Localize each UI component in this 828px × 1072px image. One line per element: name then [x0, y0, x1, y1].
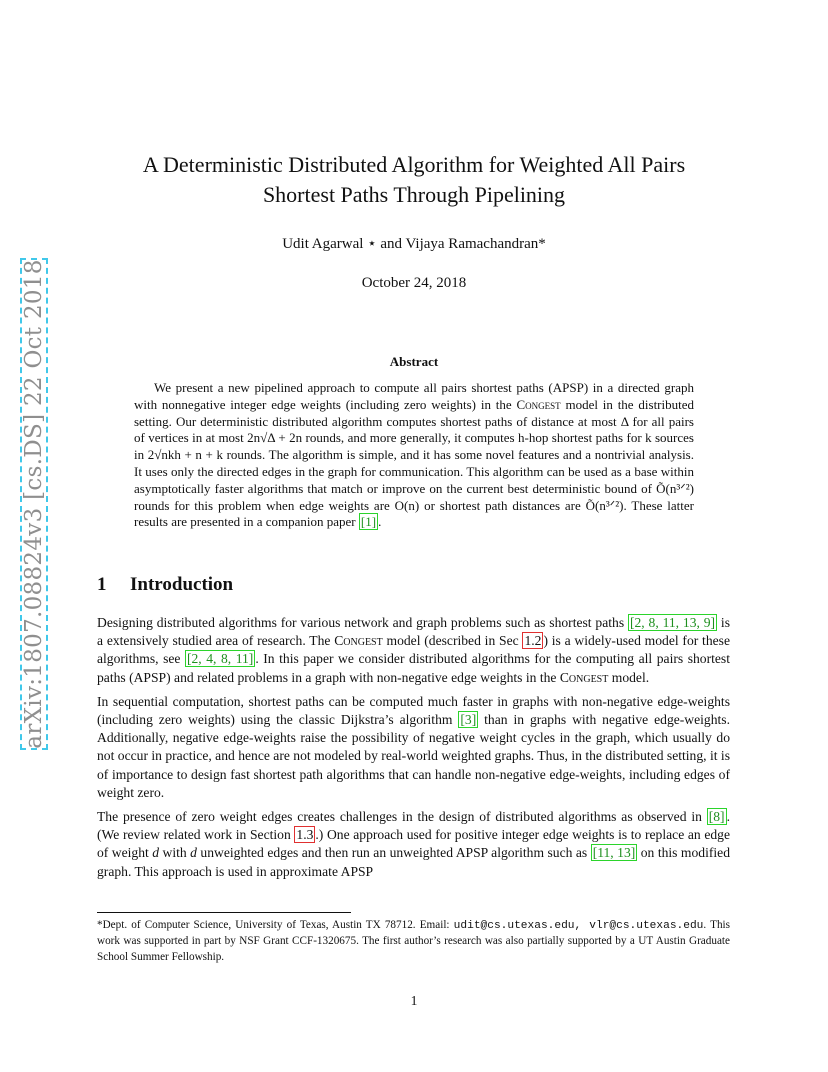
citation-link[interactable]: [2, 4, 8, 11]: [186, 651, 254, 667]
section-heading: [97, 574, 233, 596]
section-number: 1: [97, 574, 107, 595]
abstract-paragraph: We present a new pipelined approach to compute all pairs shortest paths (APSP) in a directed graph with nonnegative integer edge weights (including zero weights) in the Congest model in the distributed setting. Our deterministic distributed algorithm computes shortest paths of distance at most Δ for all pairs of vertices in at most 2n√Δ + 2n rounds, and more generally, it computes h-hop shortest paths for k sources in 2√nkh + n + k rounds. The algorithm is simple, and it has some novel features and a nontrivial analysis. It uses only the directed edges in the graph for communication. This algorithm can be used as a base within asymptotically faster algorithms that match or improve on the current best deterministic bound of Õ(n³ᐟ²) rounds for this problem when edge weights are O(n) or shortest path distances are Õ(n³ᐟ²). These latter results are presented in a companion paper [1] .: [134, 380, 695, 530]
citation-link[interactable]: [11, 13]: [592, 845, 636, 861]
paragraph: The presence of zero weight edges creates challenges in the design of distributed algorithms as observed in [8] . (We review related work in Section 1.3 .) One approach used for positive integer edge weights is to replace an edge of weight d with d unweighted edges and then run an unweighted APSP algorithm such as [11, 13] on this modified graph. This approach is used in approximate APSP: [97, 809, 731, 879]
arxiv-stamp-label[interactable]: arXiv:1807.08824v3 [cs.DS] 22 Oct 2018: [21, 259, 47, 749]
abstract: [134, 380, 694, 531]
footnote-rule: [97, 912, 351, 913]
section-title: Introduction: [130, 574, 234, 595]
arxiv-stamp: [20, 258, 48, 750]
citation-link[interactable]: [2, 8, 11, 13, 9]: [629, 615, 716, 630]
authors: Udit Agarwal ⋆ and Vijaya Ramachandran*: [282, 236, 546, 252]
math-variable: d: [152, 845, 160, 861]
section-ref-link[interactable]: 1.3: [296, 827, 314, 843]
paragraph: Designing distributed algorithms for various network and graph problems such as shortest paths [2, 8, 11, 13, 9] is a extensively studied area of research. The Congest model (described in Sec 1.2 ) is a widely-used model for these algorithms, see [2, 4, 8, 11] . In this paper we consider distributed algorithms for the computing all pairs shortest paths (APSP) and related problems in a graph with non-negative edge weights in the Congest model.: [97, 615, 730, 685]
citation-link[interactable]: [3]: [460, 712, 477, 728]
section-ref-link[interactable]: 1.2: [524, 633, 542, 649]
paragraph: In sequential computation, shortest paths can be computed much faster in graphs with non-negative edge-weights (including zero weights) using the classic Dijkstra’s algorithm [3] than in graphs with negative edge-weights. Additionally, negative edge-weights raise the possibility of negative weight cycles in the graph, which usually do not occur in practice, and hence are not modeled by real-world weighted graphs. Thus, in the distributed setting, it is of importance to design fast shortest path algorithms that can handle non-negative edge-weights, including edges of weight zero.: [97, 693, 730, 800]
paper-date: October 24, 2018: [361, 275, 467, 291]
paper-title: [96, 150, 732, 210]
citation-link[interactable]: [1]: [360, 514, 377, 530]
citation-link[interactable]: [8]: [708, 809, 725, 825]
congest-model-name: Congest: [516, 396, 561, 412]
congest-model-name: Congest: [334, 633, 383, 649]
page-number: 1: [410, 993, 418, 1008]
footnote-text: *Dept. of Computer Science, University of Texas, Austin TX 78712. Email: udit@cs.utexas.edu, vlr@cs.utexas.edu. This work was supported in part by NSF Grant CCF-1320675. The first author’s research was also partially supported by a UT Austin Graduate School Summer Fellowship.: [97, 919, 731, 963]
body-text: [97, 614, 730, 887]
abstract-heading: Abstract: [389, 354, 439, 369]
title-line-1: A Deterministic Distributed Algorithm for Weighted All Pairs: [142, 152, 686, 177]
email-addresses[interactable]: udit@cs.utexas.edu, vlr@cs.utexas.edu: [453, 920, 704, 932]
math-variable: d: [190, 845, 197, 861]
congest-model-name: Congest: [559, 669, 609, 685]
footnote: [97, 918, 730, 965]
title-line-2: Shortest Paths Through Pipelining: [262, 182, 566, 207]
